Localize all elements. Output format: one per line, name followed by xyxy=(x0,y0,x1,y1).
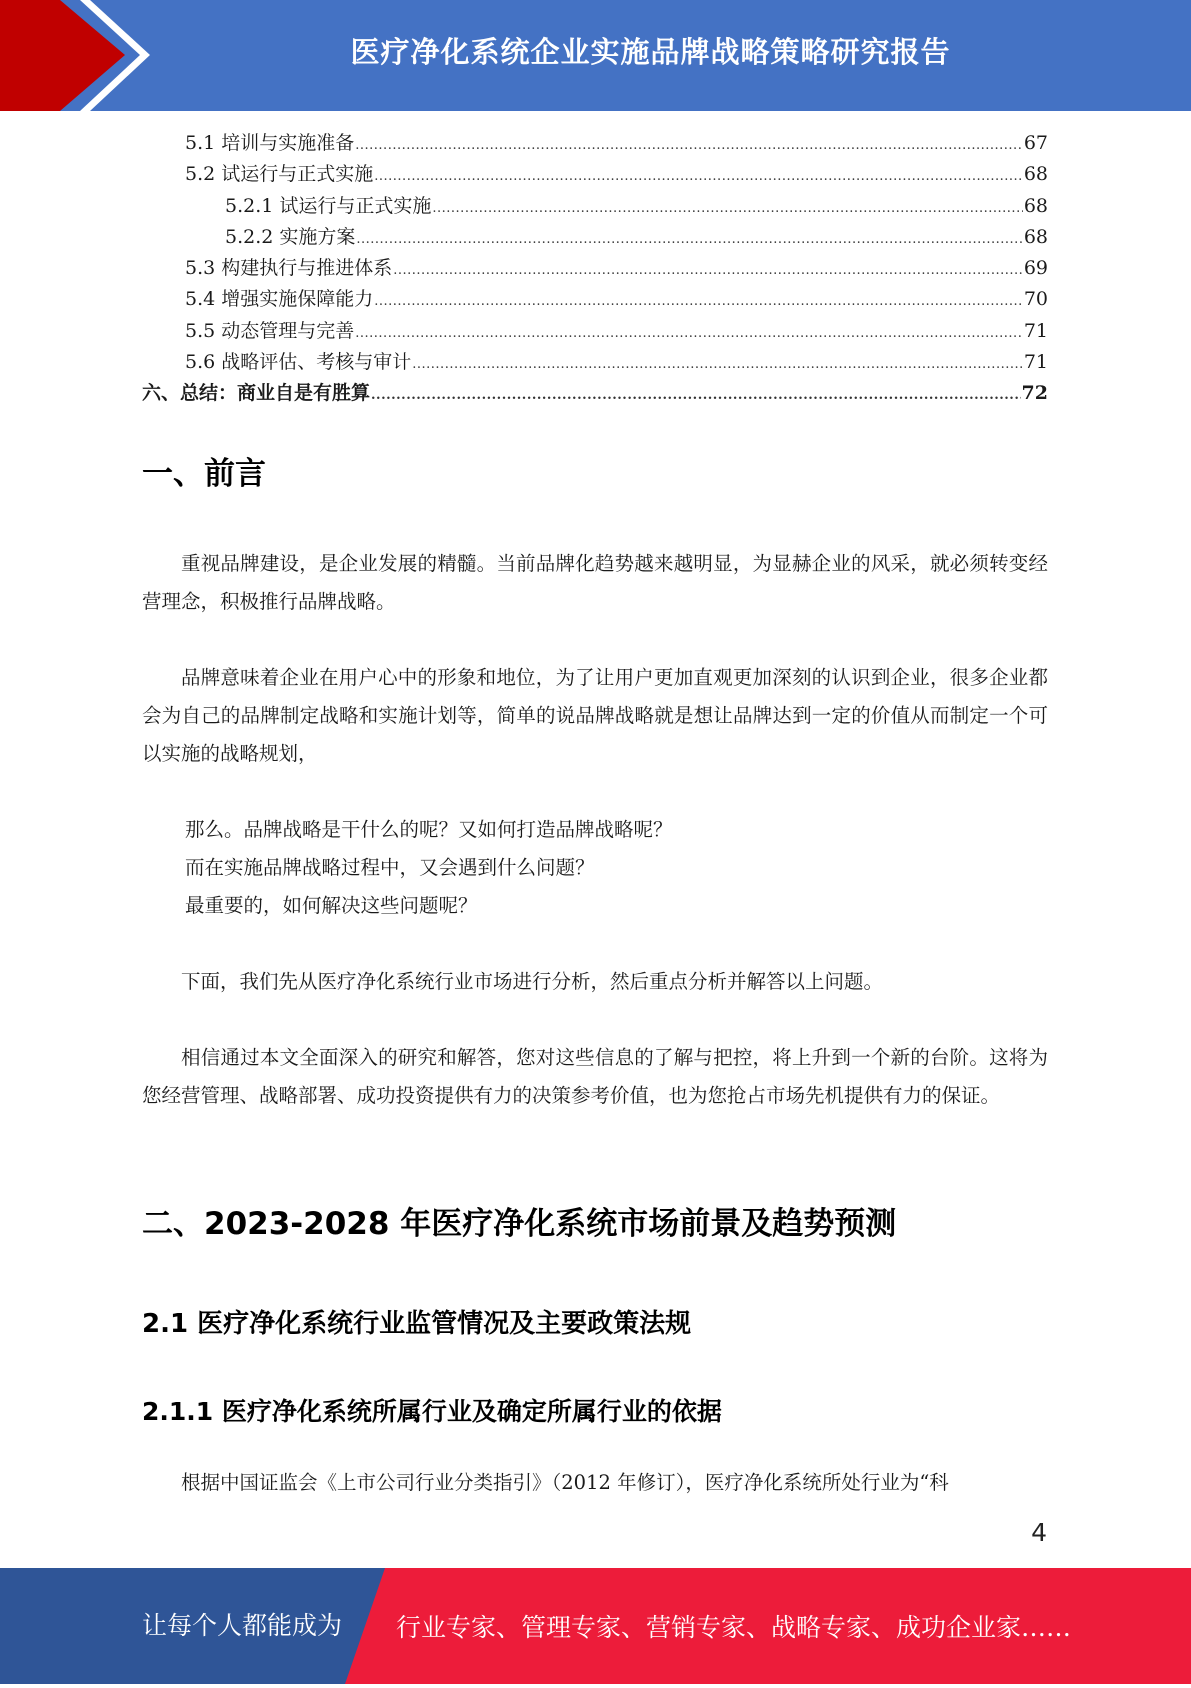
section-heading-preface: 一、前言 xyxy=(142,456,266,492)
toc-entry[interactable] xyxy=(142,253,1048,284)
toc-entry[interactable] xyxy=(142,222,1048,253)
toc-leader-dots xyxy=(371,380,1021,411)
toc-leader-dots xyxy=(356,224,1022,255)
toc-leader-dots xyxy=(393,255,1023,286)
toc-entry[interactable] xyxy=(142,284,1048,315)
paragraph: 下面，我们先从医疗净化系统行业市场进行分析，然后重点分析并解答以上问题。 xyxy=(181,970,884,993)
toc-entry-label: 5.4 增强实施保障能力 xyxy=(185,288,374,311)
toc-entry-label: 5.2.1 试运行与正式实施 xyxy=(225,194,432,217)
table-of-contents xyxy=(142,128,1048,410)
question-line: 那么。品牌战略是干什么的呢？又如何打造品牌战略呢？ xyxy=(185,818,673,841)
toc-entry-page: 68 xyxy=(1023,225,1048,248)
toc-entry-page: 71 xyxy=(1023,319,1048,342)
toc-entry-label: 六、总结：商业自是有胜算 xyxy=(142,382,371,405)
paragraph: 相信通过本文全面深入的研究和解答，您对这些信息的了解与把控，将上升到一个新的台阶。这将为您经营管理、战略部署、成功投资提供有力的决策参考价值，也为您抢占市场先机提供有力的保证。 xyxy=(142,1046,1048,1107)
header-chevron-decoration xyxy=(0,0,160,111)
toc-leader-dots xyxy=(355,130,1023,161)
toc-entry-label: 5.3 构建执行与推进体系 xyxy=(185,257,393,280)
toc-entry-page: 72 xyxy=(1021,382,1048,405)
toc-leader-dots xyxy=(355,318,1023,349)
toc-entry-page: 70 xyxy=(1023,288,1048,311)
footer-slogan-right: 行业专家、管理专家、营销专家、战略专家、成功企业家…… xyxy=(396,1613,1072,1642)
question-line: 最重要的，如何解决这些问题呢？ xyxy=(185,894,478,917)
toc-entry-label: 5.5 动态管理与完善 xyxy=(185,319,355,342)
toc-entry-label: 5.2 试运行与正式实施 xyxy=(185,163,374,186)
toc-entry-page: 67 xyxy=(1023,132,1048,154)
paragraph: 根据中国证监会《上市公司行业分类指引》（2012 年修订），医疗净化系统所处行业为“科 xyxy=(181,1471,949,1494)
paragraph: 品牌意味着企业在用户心中的形象和地位，为了让用户更加直观更加深刻的认识到企业，很多企业都会为自己的品牌制定战略和实施计划等，简单的说品牌战略就是想让品牌达到一定的价值从而制定一个可以实施的战略规划， xyxy=(142,666,1048,765)
report-title: 医疗净化系统企业实施品牌战略策略研究报告 xyxy=(350,34,951,69)
page-number: 4 xyxy=(1031,1518,1047,1547)
toc-entry-page: 69 xyxy=(1023,257,1048,280)
toc-entry-page: 71 xyxy=(1023,351,1048,374)
toc-leader-dots xyxy=(374,286,1023,317)
toc-entry[interactable] xyxy=(142,316,1048,347)
toc-leader-dots xyxy=(374,161,1023,192)
toc-entry[interactable] xyxy=(142,347,1048,378)
header-banner xyxy=(0,0,1191,111)
footer-banner xyxy=(0,1568,1191,1684)
toc-entry-label: 5.1 培训与实施准备 xyxy=(185,132,355,154)
subsubsection-heading: 2.1.1 医疗净化系统所属行业及确定所属行业的依据 xyxy=(142,1397,722,1426)
paragraph: 重视品牌建设，是企业发展的精髓。当前品牌化趋势越来越明显，为显赫企业的风采，就必须转变经营理念，积极推行品牌战略。 xyxy=(142,552,1048,613)
toc-entry-label: 5.2.2 实施方案 xyxy=(225,225,356,248)
subsection-heading: 2.1 医疗净化系统行业监管情况及主要政策法规 xyxy=(142,1309,692,1339)
toc-leader-dots xyxy=(432,193,1022,224)
section-heading-market-outlook: 二、2023-2028 年医疗净化系统市场前景及趋势预测 xyxy=(142,1206,897,1242)
footer-slogan-left: 让每个人都能成为 xyxy=(142,1611,343,1640)
toc-entry[interactable] xyxy=(142,191,1048,222)
toc-entry-page: 68 xyxy=(1023,163,1048,186)
question-line: 而在实施品牌战略过程中，又会遇到什么问题？ xyxy=(185,856,595,879)
toc-entry-page: 68 xyxy=(1023,194,1048,217)
toc-entry[interactable] xyxy=(142,378,1048,409)
toc-entry[interactable] xyxy=(142,128,1048,159)
toc-entry-label: 5.6 战略评估、考核与审计 xyxy=(185,351,412,374)
toc-leader-dots xyxy=(412,349,1023,380)
toc-entry[interactable] xyxy=(142,159,1048,190)
